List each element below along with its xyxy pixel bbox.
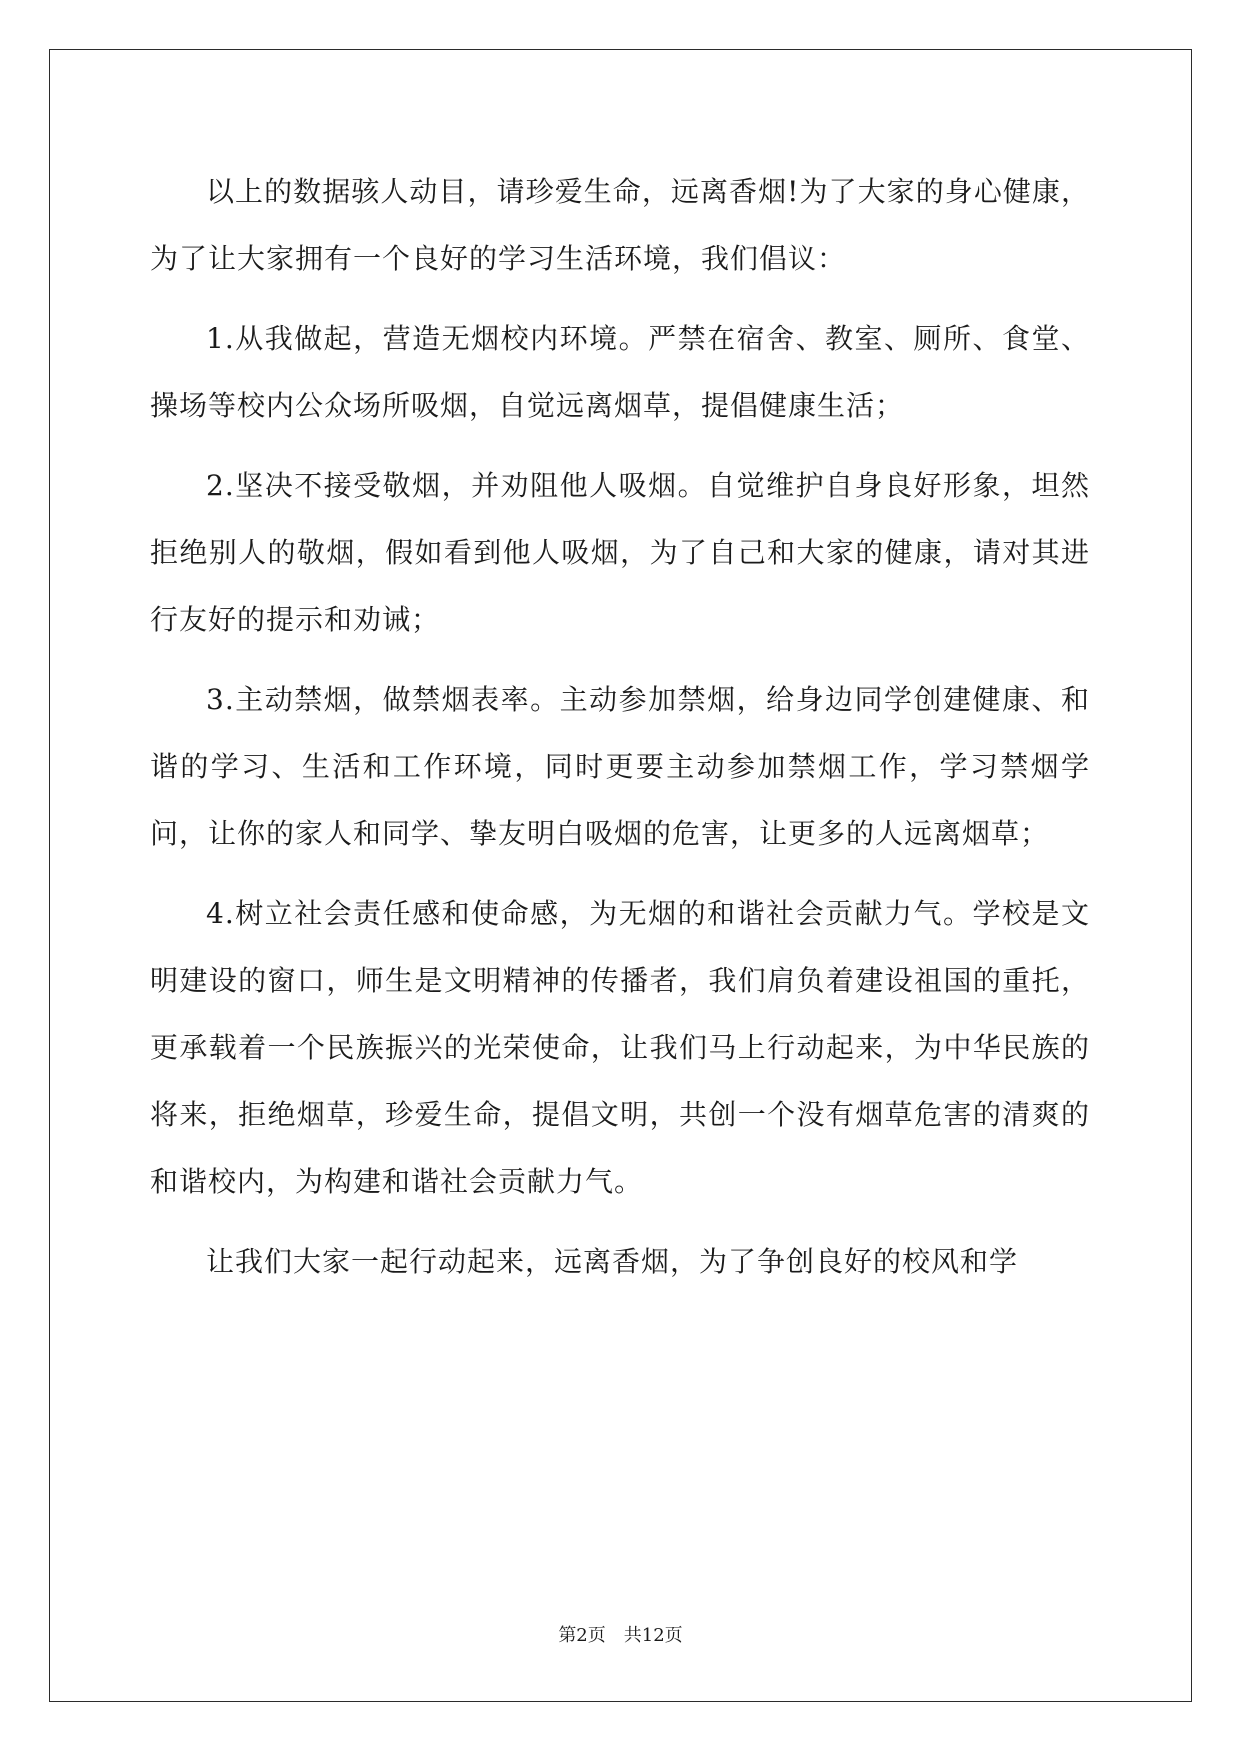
paragraph-intro: 以上的数据骇人动目，请珍爱生命，远离香烟!为了大家的身心健康，为了让大家拥有一个良好的学习生活环境，我们倡议： bbox=[150, 175, 1090, 275]
paragraph-proposal-2: 2.坚决不接受敬烟，并劝阻他人吸烟。自觉维护自身良好形象，坦然拒绝别人的敬烟，假如看到他人吸烟，为了自己和大家的健康，请对其进行友好的提示和劝诫； bbox=[150, 469, 1090, 636]
paragraph-proposal-3: 3.主动禁烟，做禁烟表率。主动参加禁烟，给身边同学创建健康、和谐的学习、生活和工作环境，同时更要主动参加禁烟工作，学习禁烟学问，让你的家人和同学、挚友明白吸烟的危害，让更多的人远离烟草； bbox=[150, 683, 1090, 850]
paragraph-proposal-1: 1.从我做起，营造无烟校内环境。严禁在宿舍、教室、厕所、食堂、操场等校内公众场所吸烟，自觉远离烟草，提倡健康生活； bbox=[150, 322, 1090, 422]
paragraph-closing: 让我们大家一起行动起来，远离香烟，为了争创良好的校风和学 bbox=[206, 1245, 1019, 1278]
paragraph-proposal-4: 4.树立社会责任感和使命感，为无烟的和谐社会贡献力气。学校是文明建设的窗口，师生是文明精神的传播者，我们肩负着建设祖国的重托，更承载着一个民族振兴的光荣使命，让我们马上行动起来，为中华民族的将来，拒绝烟草，珍爱生命，提倡文明，共创一个没有烟草危害的清爽的和谐校内，为构建和谐社会贡献力气。 bbox=[150, 897, 1090, 1198]
document-body bbox=[150, 158, 1090, 1308]
page-number: 第2页 共12页 bbox=[558, 1625, 683, 1646]
